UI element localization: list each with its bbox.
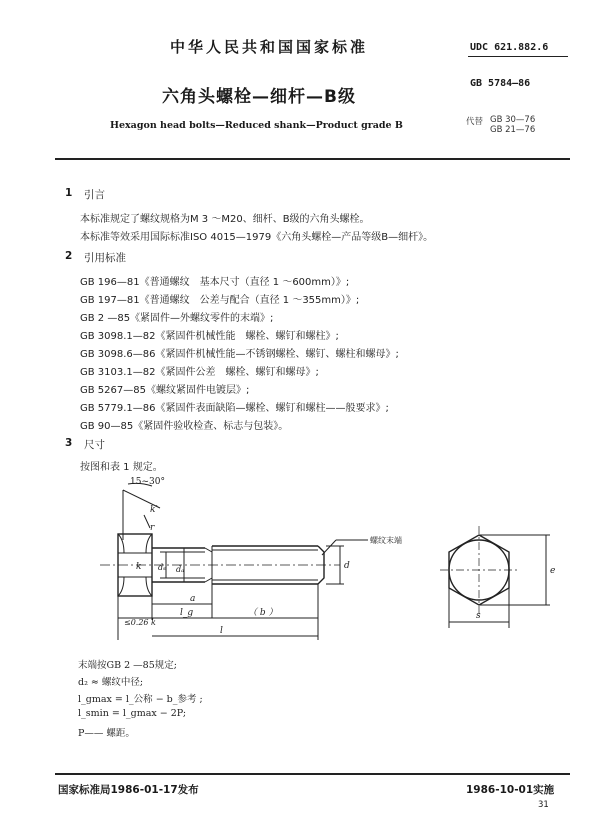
country-standard-heading: 中华人民共和国国家标准 bbox=[170, 38, 369, 56]
head-underside-label: ≤0.26 k bbox=[124, 618, 156, 627]
reference-item: GB 2 —85《紧固件—外螺纹零件的末端》; bbox=[80, 313, 274, 324]
angle-label: 15~30° bbox=[130, 477, 165, 487]
l-label: l bbox=[220, 626, 223, 636]
a-label: a bbox=[190, 594, 196, 604]
drawing-note: l_smin = l_gmax − 2P; bbox=[78, 708, 187, 719]
head-chamfer-arc bbox=[146, 577, 152, 596]
drawing-note: 末端按GB 2 —85规定; bbox=[78, 660, 177, 671]
b-label: （ b ） bbox=[248, 608, 278, 618]
reference-item: GB 197—81《普通螺纹 公差与配合（直径 1 ～355mm）》; bbox=[80, 295, 360, 306]
udc-number: UDC 621.882.6 bbox=[470, 42, 549, 53]
footer-rule bbox=[55, 773, 570, 775]
section-1-number: 1 bbox=[65, 187, 73, 199]
section-1-paragraph-2: 本标准等效采用国际标准ISO 4015—1979《六角头螺栓—产品等级B—细杆》。 bbox=[80, 232, 434, 243]
ds-label: dₛ bbox=[158, 563, 166, 572]
replaces-label: 代替 bbox=[466, 117, 484, 127]
thread-end-note: 螺纹末端 bbox=[370, 536, 402, 545]
effective-date: 1986-10-01实施 bbox=[466, 784, 555, 796]
drawing-note: l_gmax = l_公称 − b_参考 ; bbox=[78, 694, 203, 705]
s-label: s bbox=[476, 611, 481, 621]
reference-item: GB 196—81《普通螺纹 基本尺寸（直径 1 ～600mm）》; bbox=[80, 277, 350, 288]
gb-number: GB 5784—86 bbox=[470, 78, 531, 89]
standard-title-en: Hexagon head bolts—Reduced shank—Product grade B bbox=[110, 120, 403, 131]
da-label: dₐ bbox=[176, 565, 185, 574]
replaces-standard-1: GB 30—76 bbox=[490, 115, 536, 125]
lg-label: l_g bbox=[180, 608, 194, 618]
k-label: k bbox=[136, 562, 142, 572]
section-3-intro: 按图和表 1 规定。 bbox=[80, 462, 163, 473]
standard-title-cn: 六角头螺栓—细杆—B级 bbox=[162, 87, 356, 107]
e-label: e bbox=[550, 566, 556, 576]
drawing-note: d₂ ≈ 螺纹中径; bbox=[78, 677, 144, 688]
reference-item: GB 3098.6—86《紧固件机械性能—不锈钢螺栓、螺钉、螺柱和螺母》; bbox=[80, 349, 399, 360]
section-2-number: 2 bbox=[65, 250, 73, 262]
head-chamfer-arc bbox=[118, 577, 124, 596]
head-chamfer-arc bbox=[146, 534, 152, 553]
page-number: 31 bbox=[538, 800, 549, 810]
issue-date: 国家标准局1986-01-17发布 bbox=[58, 784, 199, 796]
section-3-number: 3 bbox=[65, 437, 73, 449]
k-prime-label: k′ bbox=[150, 505, 158, 515]
section-2-title: 引用标准 bbox=[84, 252, 126, 264]
replaces-standard-2: GB 21—76 bbox=[490, 125, 536, 135]
r-label: r bbox=[150, 523, 155, 533]
reference-item: GB 5779.1—86《紧固件表面缺陷—螺栓、螺钉和螺柱——般要求》; bbox=[80, 403, 389, 414]
d-label: d bbox=[344, 561, 350, 571]
shank-transition bbox=[205, 578, 212, 582]
reference-item: GB 3098.1—82《紧固件机械性能 螺栓、螺钉和螺柱》; bbox=[80, 331, 339, 342]
reference-item: GB 90—85《紧固件验收检查、标志与包装》。 bbox=[80, 421, 289, 432]
section-1-paragraph-1: 本标准规定了螺纹规格为M 3 ～M20、细杆、B级的六角头螺栓。 bbox=[80, 214, 370, 225]
thread-end-leader bbox=[322, 540, 336, 555]
reference-item: GB 3103.1—82《紧固件公差 螺栓、螺钉和螺母》; bbox=[80, 367, 319, 378]
section-3-title: 尺寸 bbox=[84, 439, 105, 451]
section-1-title: 引言 bbox=[84, 189, 105, 201]
drawing-note: P—— 螺距。 bbox=[78, 728, 135, 739]
reference-item: GB 5267—85《螺纹紧固件电镀层》; bbox=[80, 385, 250, 396]
shank-transition bbox=[205, 548, 212, 552]
